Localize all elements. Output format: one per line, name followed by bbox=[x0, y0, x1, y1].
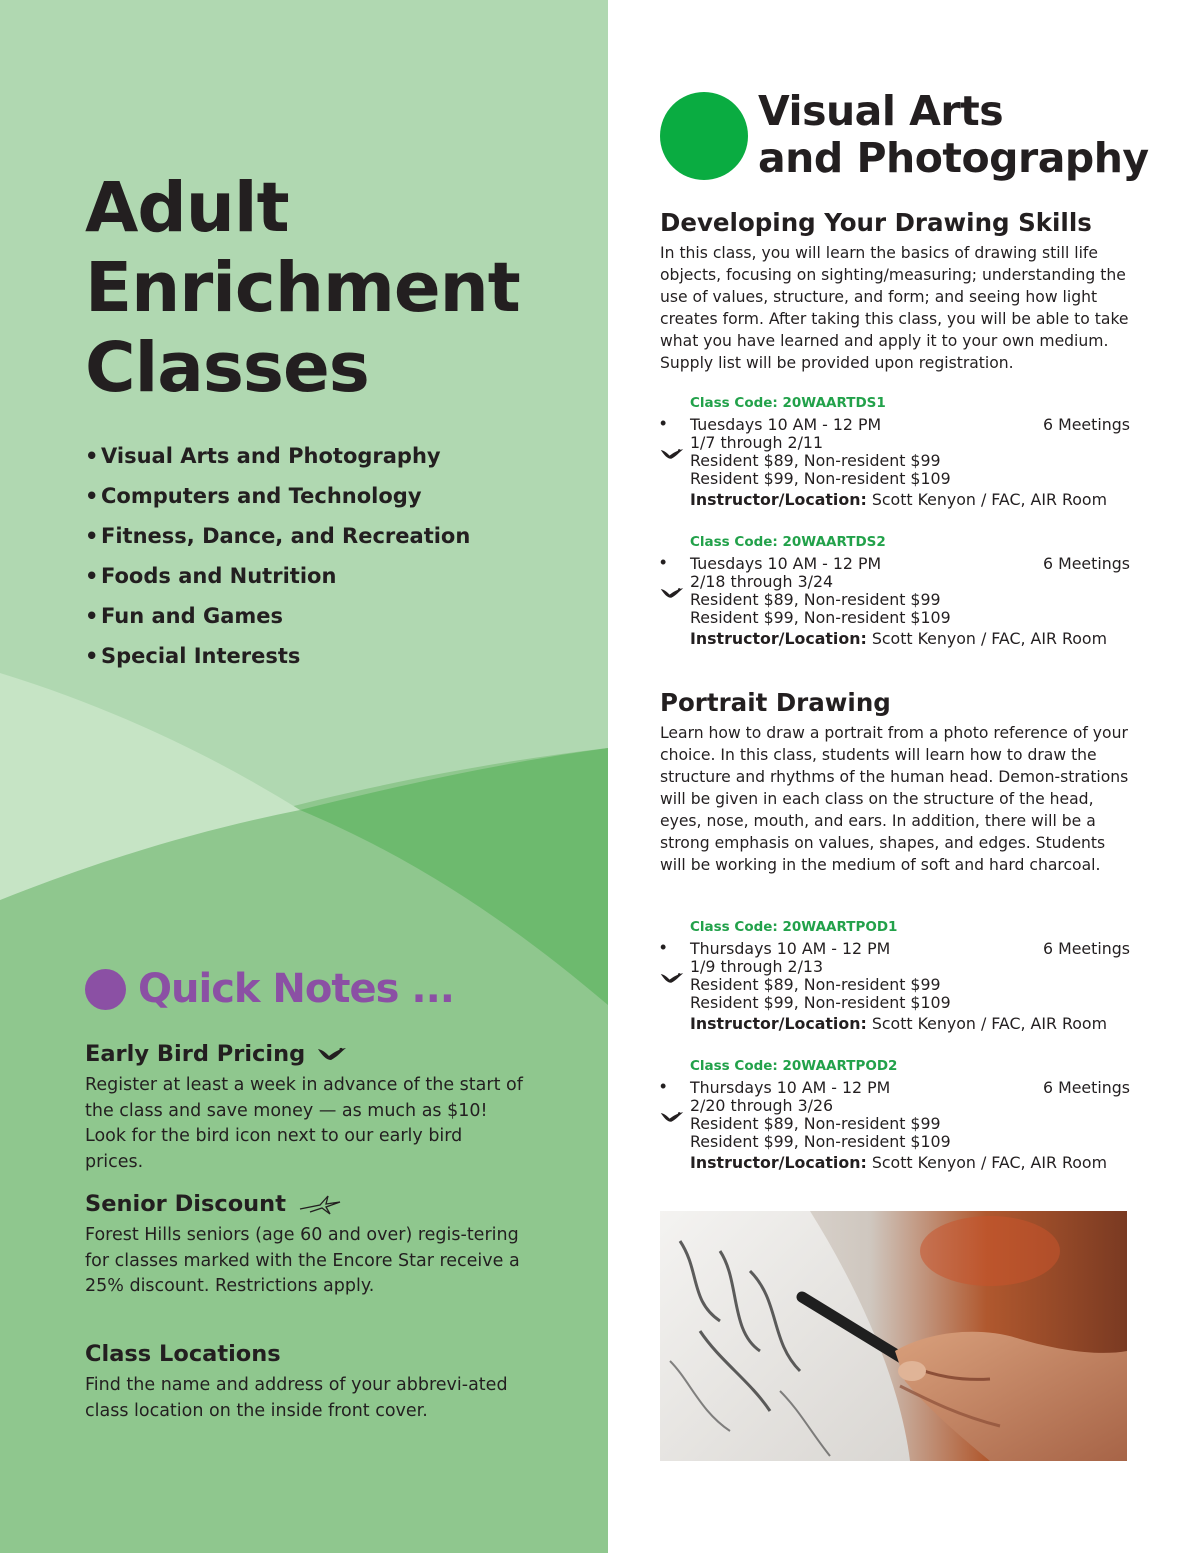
bullet: • bbox=[85, 564, 99, 588]
dates: 1/7 through 2/11 bbox=[690, 433, 824, 452]
bird-icon bbox=[660, 971, 684, 990]
main-title bbox=[85, 168, 520, 408]
category-item bbox=[85, 596, 470, 636]
meetings: 6 Meetings bbox=[1043, 1078, 1130, 1097]
schedule: Tuesdays 10 AM - 12 PM bbox=[690, 415, 882, 434]
dates: 2/20 through 3/26 bbox=[690, 1096, 834, 1115]
price: Resident $99, Non-resident $109 bbox=[690, 608, 951, 627]
category-label: Foods and Nutrition bbox=[101, 564, 337, 588]
senior-discount-text: Forest Hills seniors (age 60 and over) regis-tering for classes marked with the Encore Star receive a 25% discount. Restrictions apply. bbox=[85, 1225, 520, 1296]
senior-discount-heading bbox=[85, 1190, 342, 1218]
schedule: Thursdays 10 AM - 12 PM bbox=[690, 1078, 891, 1097]
bird-icon bbox=[660, 586, 684, 605]
section-dot bbox=[660, 92, 748, 180]
meetings: 6 Meetings bbox=[1043, 415, 1130, 434]
category-label: Computers and Technology bbox=[101, 484, 422, 508]
charcoal-drawing-photo bbox=[660, 1211, 1127, 1461]
class-session bbox=[660, 533, 1130, 663]
category-label: Fun and Games bbox=[101, 604, 284, 628]
dates: 1/9 through 2/13 bbox=[690, 957, 824, 976]
course-description: Learn how to draw a portrait from a photo reference of your choice. In this class, students will learn how to draw the structure and rhythms of the human head. Demon-strations will be given in each class on the structure of the head, eyes, nose, mouth, and ears. In addition, there will be a strong emphasis on values, shapes, and edges. Students will be working in the medium of soft and hard charcoal. bbox=[660, 724, 1129, 874]
class-locations-heading-text: Class Locations bbox=[85, 1341, 281, 1367]
bird-icon bbox=[660, 447, 684, 466]
category-label: Special Interests bbox=[101, 644, 301, 668]
schedule: Tuesdays 10 AM - 12 PM bbox=[690, 554, 882, 573]
early-bird-price: Resident $89, Non-resident $99 bbox=[690, 975, 941, 994]
class-code: Class Code: 20WAARTDS1 bbox=[690, 395, 886, 411]
instructor-value: Scott Kenyon / FAC, AIR Room bbox=[871, 1014, 1107, 1033]
meetings: 6 Meetings bbox=[1043, 939, 1130, 958]
instructor-label: Instructor/Location: bbox=[690, 1014, 867, 1033]
encore-star-icon bbox=[298, 1193, 342, 1215]
class-code: Class Code: 20WAARTPOD2 bbox=[690, 1058, 898, 1074]
main-title-line: Enrichment bbox=[85, 248, 520, 328]
schedule: Thursdays 10 AM - 12 PM bbox=[690, 939, 891, 958]
bullet: • bbox=[85, 484, 99, 508]
price: Resident $99, Non-resident $109 bbox=[690, 469, 951, 488]
quick-notes-title: Quick Notes ... bbox=[138, 966, 454, 1012]
instructor-location bbox=[690, 629, 1107, 649]
bullet: • bbox=[660, 1076, 667, 1096]
early-bird-heading-text: Early Bird Pricing bbox=[85, 1041, 306, 1067]
bird-icon bbox=[317, 1046, 347, 1062]
section-title bbox=[758, 88, 1149, 182]
category-list bbox=[85, 436, 470, 676]
category-item bbox=[85, 436, 470, 476]
instructor-label: Instructor/Location: bbox=[690, 490, 867, 509]
section-title-line: and Photography bbox=[758, 134, 1149, 182]
senior-discount-heading-text: Senior Discount bbox=[85, 1191, 286, 1217]
class-locations-heading bbox=[85, 1340, 281, 1368]
bullet: • bbox=[85, 644, 99, 668]
class-code: Class Code: 20WAARTPOD1 bbox=[690, 919, 898, 935]
early-bird-heading bbox=[85, 1040, 347, 1068]
class-code: Class Code: 20WAARTDS2 bbox=[690, 534, 886, 550]
meetings: 6 Meetings bbox=[1043, 554, 1130, 573]
class-locations-text: Find the name and address of your abbrevi-ated class location on the inside front cover. bbox=[85, 1375, 508, 1421]
early-bird-price: Resident $89, Non-resident $99 bbox=[690, 451, 941, 470]
course-title: Portrait Drawing bbox=[660, 688, 891, 717]
bullet: • bbox=[85, 604, 99, 628]
category-item bbox=[85, 516, 470, 556]
early-bird-text: Register at least a week in advance of the start of the class and save money — as much as $10! Look for the bird icon next to our early bird prices. bbox=[85, 1075, 523, 1172]
quick-notes-dot bbox=[85, 969, 126, 1010]
early-bird-price: Resident $89, Non-resident $99 bbox=[690, 590, 941, 609]
bullet: • bbox=[85, 524, 99, 548]
category-item bbox=[85, 556, 470, 596]
bullet: • bbox=[660, 552, 667, 572]
instructor-label: Instructor/Location: bbox=[690, 1153, 867, 1172]
instructor-location bbox=[690, 490, 1107, 510]
course-title: Developing Your Drawing Skills bbox=[660, 208, 1092, 237]
class-session bbox=[660, 394, 1130, 524]
category-item bbox=[85, 636, 470, 676]
bullet: • bbox=[85, 444, 99, 468]
class-session bbox=[660, 918, 1130, 1048]
instructor-label: Instructor/Location: bbox=[690, 629, 867, 648]
course-description: In this class, you will learn the basics of drawing still life objects, focusing on sighting/measuring; understanding the use of values, structure, and form; and seeing how light creates form. After taking this class, you will be able to take what you have learned and apply it to your own medium. Supply list will be provided upon registration. bbox=[660, 244, 1129, 372]
instructor-location bbox=[690, 1153, 1107, 1173]
quick-notes-header bbox=[85, 964, 454, 1014]
class-session bbox=[660, 1057, 1130, 1187]
price: Resident $99, Non-resident $109 bbox=[690, 993, 951, 1012]
bird-icon bbox=[660, 1110, 684, 1129]
section-title-line: Visual Arts bbox=[758, 87, 1004, 135]
dates: 2/18 through 3/24 bbox=[690, 572, 834, 591]
price: Resident $99, Non-resident $109 bbox=[690, 1132, 951, 1151]
category-label: Visual Arts and Photography bbox=[101, 444, 441, 468]
main-title-line: Adult bbox=[85, 168, 289, 248]
instructor-value: Scott Kenyon / FAC, AIR Room bbox=[871, 490, 1107, 509]
instructor-location bbox=[690, 1014, 1107, 1034]
main-title-line: Classes bbox=[85, 328, 369, 408]
bullet: • bbox=[660, 937, 667, 957]
early-bird-price: Resident $89, Non-resident $99 bbox=[690, 1114, 941, 1133]
instructor-value: Scott Kenyon / FAC, AIR Room bbox=[871, 1153, 1107, 1172]
category-item bbox=[85, 476, 470, 516]
instructor-value: Scott Kenyon / FAC, AIR Room bbox=[871, 629, 1107, 648]
category-label: Fitness, Dance, and Recreation bbox=[101, 524, 471, 548]
bullet: • bbox=[660, 413, 667, 433]
